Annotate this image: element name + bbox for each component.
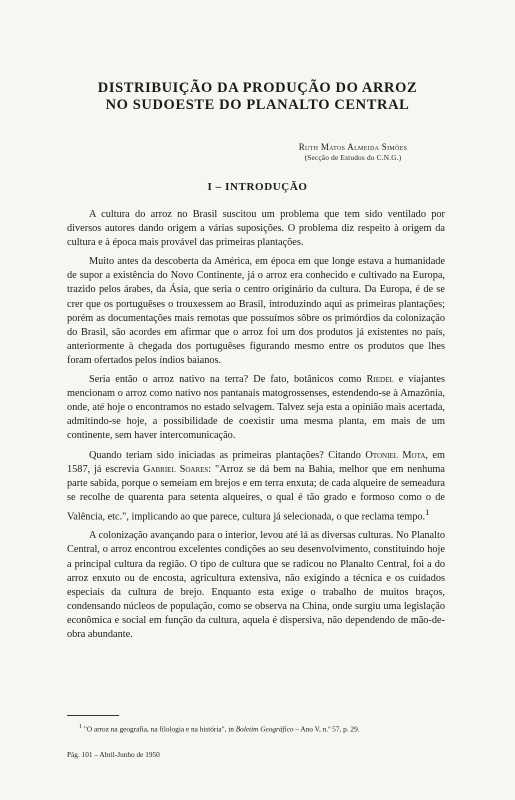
paragraph-4-text-c: : "Arroz se dá bem na Bahia, melhor que em nenhuma parte sabida, porque o semeiam em brejos e em terra enxuta; de cada alqueire de semeadura se recolhe de quarenta para setenta alqueires, o qual é tão grado e formoso como o de Valência, etc.", implicando ao que parece, cultura já selecionada, o que reclama tempo. [67,463,445,523]
author-name: Ruth Matos Almeida Simões [298,142,408,152]
paragraph-4 [67,449,445,525]
footnote-divider [67,715,119,716]
footnote-journal: Boletim Geográfico [235,724,294,734]
author-affiliation: (Secção de Estudos do C.N.G.) [304,153,402,162]
footnote-marker: 1 [79,724,83,730]
paragraph-2: Muito antes da descoberta da América, em época em que longe estava a humanidade de supor a existência do Novo Continente, já o arroz era conhecido e cultivado na Europa, trazido pelos árabes, da Ásia, que seria o centro originário da cultura. Da Europa, é de se crer que os portuguêses o trouxessem ao Brasil, introduzindo aqui as primeiras plantações; porém as documentações mais remotas que possuímos sôbre os primórdios da colonização do Brasil, são acordes em afirmar que o arroz foi um dos produtos já existentes no país, anteriormente à chegada dos portuguêses figurando mesmo entre os produtos que lhes foram ofertados pelos índios baianos. [67,256,445,366]
section-heading: I – INTRODUÇÃO [207,181,308,193]
author-reference-gabriel-soares: Gabriel Soares [143,463,209,475]
footnote [67,722,447,734]
footnote-text-a: "O arroz na geografia, na filologia e na história", in [83,724,236,734]
paragraph-3 [67,373,445,443]
page-footer: Pág. 101 – Abril-Junho de 1950 [67,750,160,759]
paragraph-5: A colonização avançando para o interior, levou até lá as diversas culturas. No Planalto Central, o arroz encontrou excelentes condições ao seu desenvolvimento, constituindo hoje a principal cultura da região. O tipo de cultura que se radicou no Planalto Central, foi a do arroz enxuto ou de encosta, agricultura extensiva, não exigindo a técnica e os cuidados especiais da cultura de brejo. Enquanto esta exige o trabalho de muitos braços, condensando núcleos de população, como se observa na China, onde surgiu uma legislação econômica e social em função da cultura, aquela é dispersiva, não dependendo de mão-de-obra abundante. [67,530,445,641]
article-title [0,80,515,114]
paragraph-3-text-a: Seria então o arroz nativo na terra? De fato, botânicos como [89,374,367,386]
author-reference-otoniel-mota: Otoniel Mota [365,449,426,461]
paragraph-4-text-b: , em 1587, já escrevia [67,449,445,475]
paragraph-4-text-a: Quando teriam sido iniciadas as primeiras plantações? Citando [89,449,366,461]
footnote-reference: 1 [425,506,430,517]
body-text [67,208,445,647]
author-reference-riedel: Riedel [366,374,394,386]
article-title-line-2: NO SUDOESTE DO PLANALTO CENTRAL [105,97,410,113]
article-title-line-1: DISTRIBUIÇÃO DA PRODUÇÃO DO ARROZ [97,80,418,96]
paragraph-3-text-b: e viajantes mencionam o arroz como nativo nos pantanais matogrossenses, estendendo-se à Amazônia, onde, até hoje o encontramos no estado selvagem. Talvez seja esta a opinião mais acertada, admitindo-se hoje, a possibilidade de coexistir uma mesma planta, em mais de um continente, sem haver intercomunicação. [67,374,445,442]
paragraph-1: A cultura do arroz no Brasil suscitou um problema que tem sido ventilado por diversos autores dando origem a várias suposições. O problema diz respeito à origem da cultura e à época mais provável das primeiras plantações. [67,209,445,249]
footnote-text-b: – Ano V, n.º 57, p. 29. [293,724,360,734]
